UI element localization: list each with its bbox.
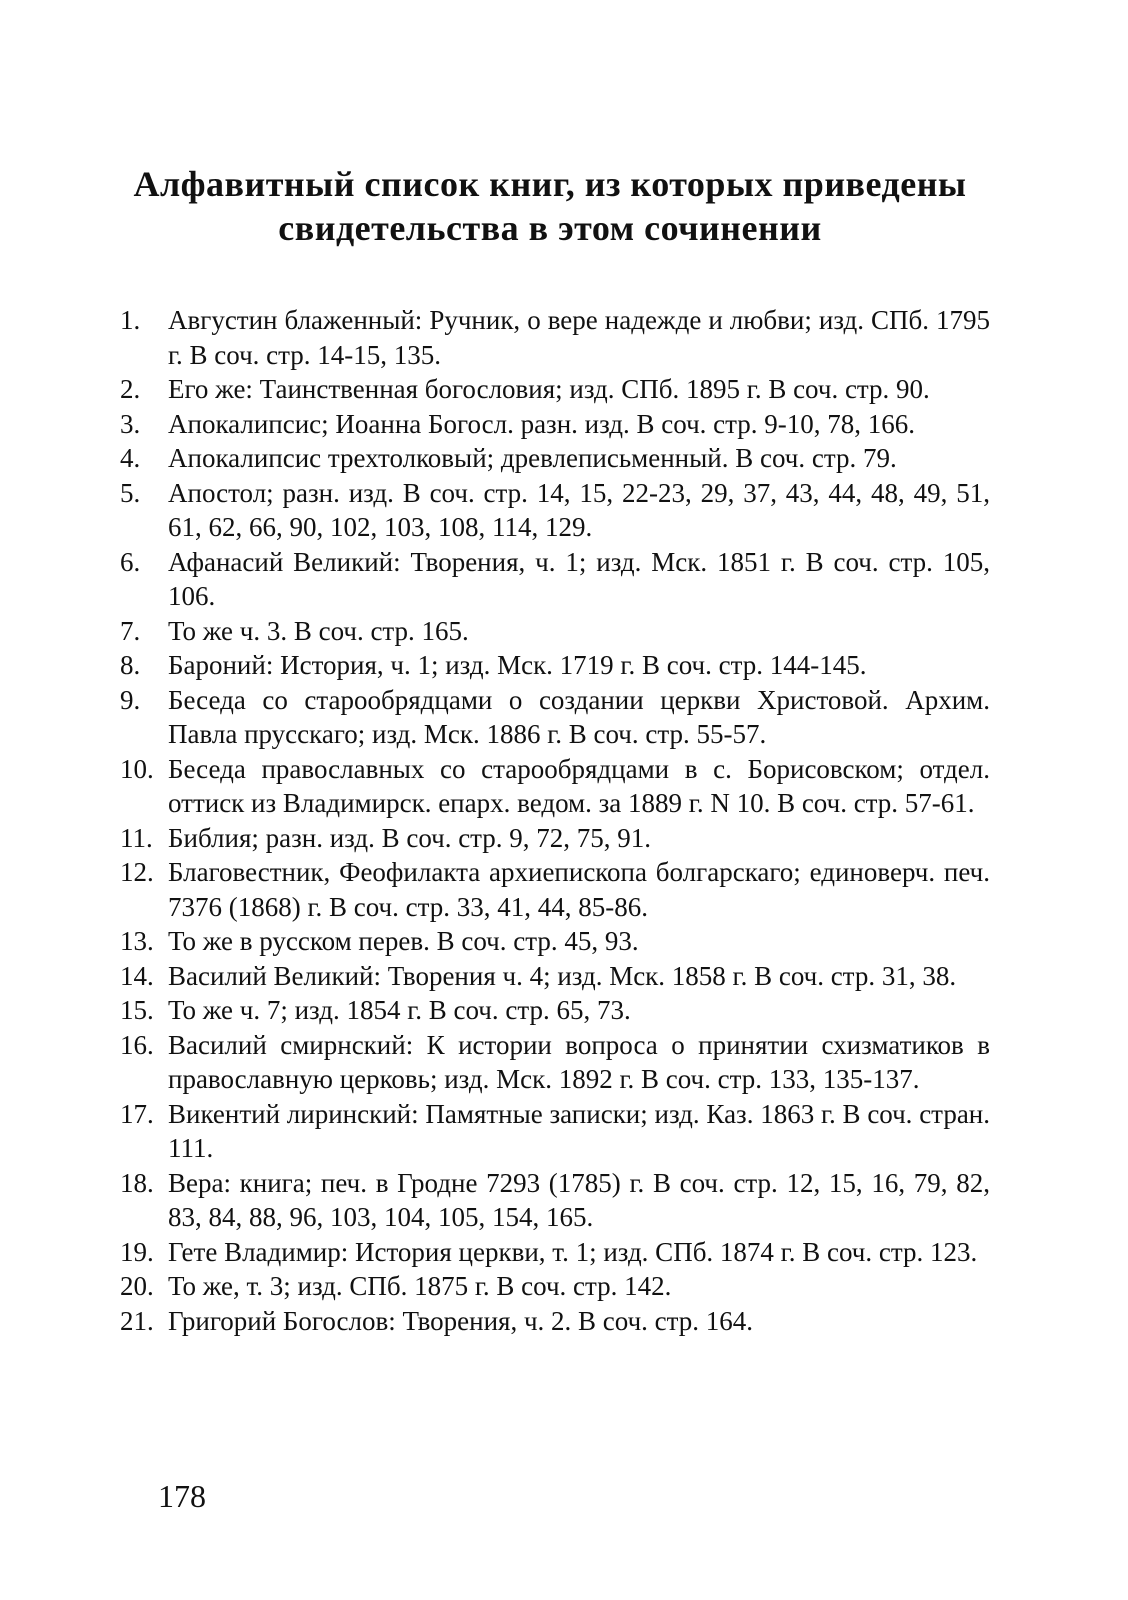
entry-text: Вера: книга; печ. в Гродне 7293 (1785) г. В соч. стр. 12, 15, 16, 79, 82, 83, 84, 88, 96, 103, 104, 105, 154, 165. bbox=[168, 1167, 990, 1232]
entry-number: 10. bbox=[120, 753, 154, 784]
list-item bbox=[120, 1028, 990, 1097]
list-item bbox=[120, 1235, 990, 1270]
list-item bbox=[120, 821, 990, 856]
entry-text: То же ч. 3. В соч. стр. 165. bbox=[168, 615, 469, 646]
list-item bbox=[120, 855, 990, 924]
list-item bbox=[120, 683, 990, 752]
entry-text: Викентий лиринский: Памятные записки; изд. Каз. 1863 г. В соч. стран. 111. bbox=[168, 1098, 990, 1163]
list-item bbox=[120, 1097, 990, 1166]
entry-text: Его же: Таинственная богословия; изд. СПб. 1895 г. В соч. стр. 90. bbox=[168, 374, 930, 404]
entry-number: 14. bbox=[120, 960, 154, 991]
entry-number: 13. bbox=[120, 926, 154, 956]
entry-number: 2. bbox=[120, 374, 141, 404]
list-item bbox=[120, 924, 990, 959]
entry-number: 1. bbox=[120, 305, 141, 335]
list-item bbox=[120, 1269, 990, 1304]
list-item bbox=[120, 1166, 990, 1235]
entry-text: Афанасий Великий: Творения, ч. 1; изд. Мск. 1851 г. В соч. стр. 105, 106. bbox=[168, 546, 990, 611]
entry-number: 15. bbox=[120, 995, 154, 1025]
list-item bbox=[120, 545, 990, 614]
entry-text: Беседа православных со старообрядцами в с. Борисовском; отдел. оттиск из Владимирск. епарх. ведом. за 1889 г. N 10. В соч. стр. 57-61. bbox=[168, 753, 990, 818]
entry-number: 11. bbox=[120, 822, 153, 853]
entry-text: Беседа со старообрядцами о создании церкви Христовой. Архим. Павла прусскаго; изд. Мск. 1886 г. В соч. стр. 55-57. bbox=[168, 684, 990, 749]
entry-number: 8. bbox=[120, 650, 141, 680]
entry-number: 9. bbox=[120, 684, 141, 715]
list-item bbox=[120, 1304, 990, 1339]
entry-text: Григорий Богослов: Творения, ч. 2. В соч. стр. 164. bbox=[168, 1305, 754, 1336]
entry-text: Василий Великий: Творения ч. 4; изд. Мск. 1858 г. В соч. стр. 31, 38. bbox=[168, 960, 957, 991]
page-number: 178 bbox=[158, 1478, 206, 1514]
entry-text: То же в русском перев. В соч. стр. 45, 93. bbox=[168, 926, 639, 956]
list-item bbox=[120, 303, 990, 372]
entry-number: 3. bbox=[120, 408, 141, 439]
page-title bbox=[120, 162, 980, 250]
list-item bbox=[120, 441, 990, 476]
entry-number: 19. bbox=[120, 1236, 154, 1267]
entry-text: Апокалипсис; Иоанна Богосл. разн. изд. В соч. стр. 9-10, 78, 166. bbox=[168, 408, 916, 439]
page-title-line-2: свидетельства в этом сочинении bbox=[278, 208, 822, 248]
bibliography-list bbox=[120, 303, 990, 1338]
list-item bbox=[120, 372, 990, 407]
entry-number: 20. bbox=[120, 1271, 154, 1301]
list-item bbox=[120, 993, 990, 1028]
entry-number: 17. bbox=[120, 1098, 154, 1129]
entry-number: 18. bbox=[120, 1167, 154, 1198]
entry-number: 21. bbox=[120, 1305, 154, 1336]
entry-number: 16. bbox=[120, 1029, 154, 1060]
entry-number: 5. bbox=[120, 477, 141, 508]
entry-number: 4. bbox=[120, 443, 141, 473]
entry-text: То же, т. 3; изд. СПб. 1875 г. В соч. стр. 142. bbox=[168, 1271, 672, 1301]
entry-text: Апостол; разн. изд. В соч. стр. 14, 15, 22-23, 29, 37, 43, 44, 48, 49, 51, 61, 62, 66, 90, 102, 103, 108, 114, 129. bbox=[168, 477, 990, 542]
list-item bbox=[120, 752, 990, 821]
entry-text: Апокалипсис трехтолковый; древлеписьменный. В соч. стр. 79. bbox=[168, 443, 897, 473]
entry-text: То же ч. 7; изд. 1854 г. В соч. стр. 65, 73. bbox=[168, 995, 631, 1025]
list-item bbox=[120, 648, 990, 683]
page-title-line-1: Алфавитный список книг, из которых приведены bbox=[133, 164, 967, 204]
list-item bbox=[120, 407, 990, 442]
entry-text: Благовестник, Феофилакта архиепископа болгарскаго; единоверч. печ. 7376 (1868) г. В соч. стр. 33, 41, 44, 85-86. bbox=[168, 857, 990, 922]
entry-text: Гете Владимир: История церкви, т. 1; изд. СПб. 1874 г. В соч. стр. 123. bbox=[168, 1236, 978, 1267]
entry-number: 7. bbox=[120, 615, 141, 646]
list-item bbox=[120, 614, 990, 649]
list-item bbox=[120, 476, 990, 545]
list-item bbox=[120, 959, 990, 994]
entry-text: Августин блаженный: Ручник, о вере надежде и любви; изд. СПб. 1795 г. В соч. стр. 14-15, 135. bbox=[168, 305, 990, 370]
entry-number: 12. bbox=[120, 857, 154, 887]
entry-text: Бароний: История, ч. 1; изд. Мск. 1719 г. В соч. стр. 144-145. bbox=[168, 650, 867, 680]
entry-text: Василий смирнский: К истории вопроса о принятии схизматиков в православную церковь; изд. Мск. 1892 г. В соч. стр. 133, 135-137. bbox=[168, 1029, 990, 1094]
entry-number: 6. bbox=[120, 546, 141, 577]
entry-text: Библия; разн. изд. В соч. стр. 9, 72, 75, 91. bbox=[168, 822, 652, 853]
